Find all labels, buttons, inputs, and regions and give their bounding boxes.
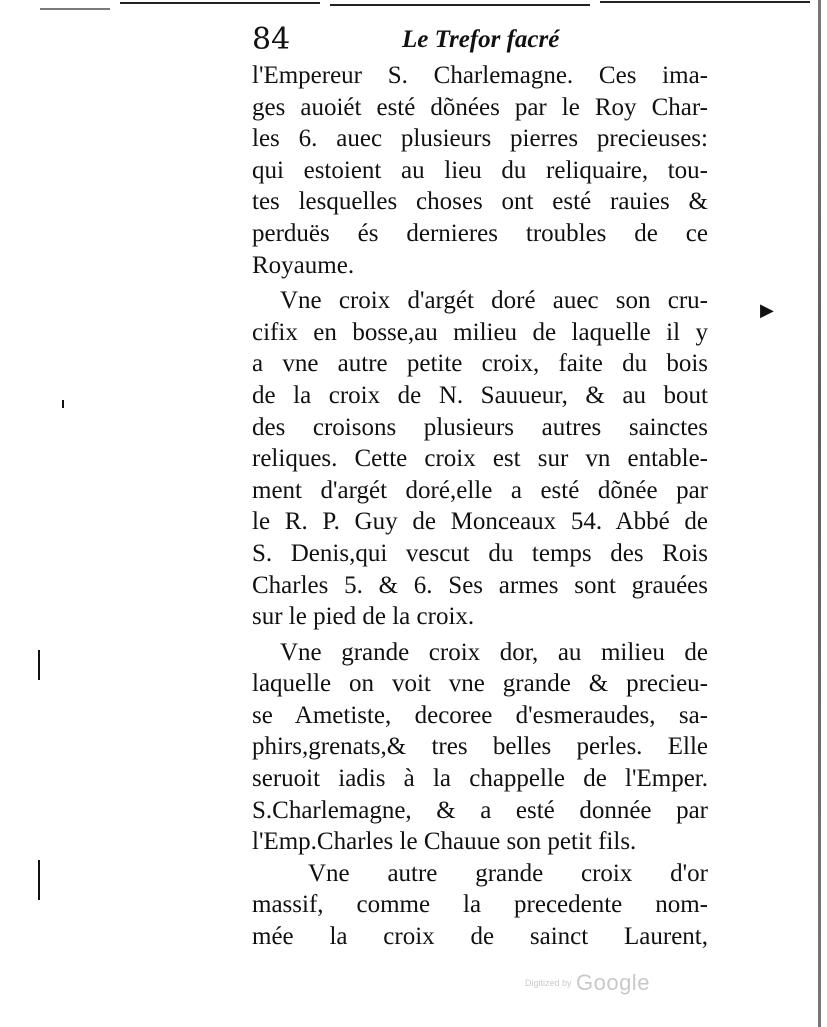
scan-left-mark: [38, 650, 40, 680]
text-line: Vne autre grande croix d'or: [308, 859, 708, 887]
digitized-watermark: [525, 970, 650, 996]
text-line: l'Emp.Charles le Chauue son petit fils.: [252, 828, 637, 856]
text-line: tes lesquelles choses ont esté rauies &: [252, 188, 708, 216]
text-line: a vne autre petite croix, faite du bois: [252, 350, 708, 378]
text-line: seruoit iadis à la chappelle de l'Emper.: [252, 765, 708, 793]
text-line: qui estoient au lieu du reliquaire, tou-: [252, 156, 708, 184]
text-line: S. Denis,qui vescut du temps des Rois: [252, 539, 708, 567]
body-text: [252, 60, 708, 953]
scan-right-edge: [818, 0, 821, 1027]
scan-left-mark: [62, 400, 64, 408]
text-line: ges auoiét esté dõnées par le Roy Char-: [252, 93, 708, 121]
text-line: massif, comme la precedente nom-: [252, 891, 708, 919]
text-line: l'Empereur S. Charlemagne. Ces ima-: [252, 62, 708, 89]
paragraph-4: [252, 858, 708, 953]
text-line: perduës és dernieres troubles de ce: [252, 219, 708, 247]
text-line: mée la croix de sainct Laurent,: [252, 923, 708, 951]
text-line: se Ametiste, decoree d'esmeraudes, sa-: [252, 701, 708, 729]
text-line: des croisons plusieurs autres sainctes: [252, 413, 708, 441]
text-line: sur le pied de la croix.: [252, 603, 475, 631]
text-line: ment d'argét doré,elle a esté dõnée par: [252, 476, 708, 504]
text-line: Royaume.: [252, 251, 355, 279]
text-line: Vne croix d'argét doré auec son cru-: [280, 287, 708, 315]
text-line: phirs,grenats,& tres belles perles. Elle: [252, 733, 708, 761]
page-number: 84: [252, 22, 291, 57]
text-line: les 6. auec plusieurs pierres precieuses:: [252, 125, 708, 153]
paragraph-3: [252, 637, 708, 858]
text-line: laquelle on voit vne grande & precieu-: [252, 670, 708, 698]
paragraph-2: [252, 285, 708, 633]
paragraph-1: [252, 60, 708, 281]
text-line: de la croix de N. Sauueur, & au bout: [252, 381, 708, 409]
text-line: reliques. Cette croix est sur vn entable-: [252, 445, 708, 473]
google-logo: Google: [575, 970, 650, 995]
text-line: Vne grande croix dor, au milieu de: [280, 638, 708, 666]
text-line: S.Charlemagne, & a esté donnée par: [252, 796, 708, 824]
scan-left-mark: [38, 860, 40, 900]
text-line: le R. P. Guy de Monceaux 54. Abbé de: [252, 508, 708, 536]
margin-arrow-mark: ▶: [760, 300, 774, 321]
page-header: [252, 22, 712, 62]
watermark-prefix: Digitized by: [525, 978, 572, 988]
scan-top-edge: [0, 0, 827, 18]
text-line: cifix en bosse,au milieu de laquelle il y: [252, 318, 708, 346]
text-line: Charles 5. & 6. Ses armes sont grauées: [252, 571, 708, 599]
running-title: Le Trefor facré: [402, 26, 560, 53]
